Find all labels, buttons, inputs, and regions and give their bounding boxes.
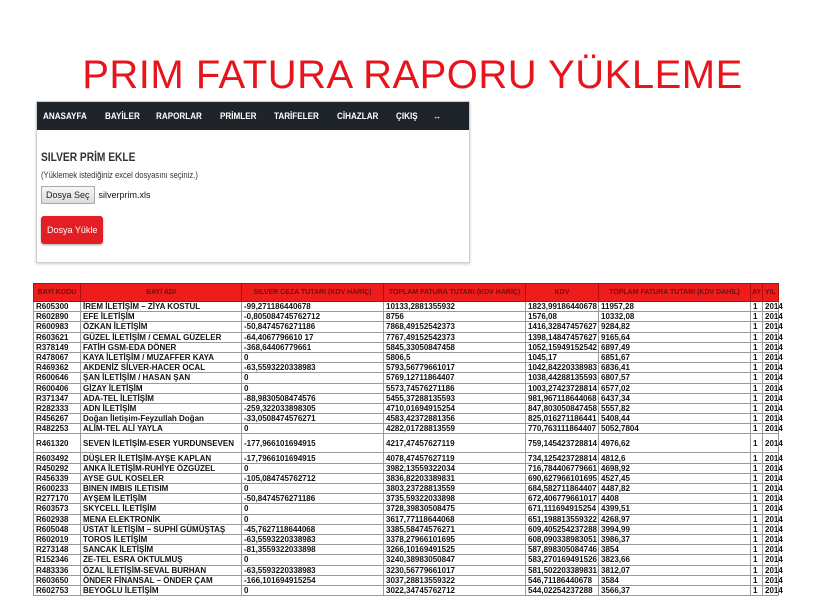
table-cell: 825,016271186441 [526,414,599,424]
table-cell: 2014 [763,463,779,473]
table-header-row [34,284,779,302]
table-cell: R602938 [34,514,81,524]
table-cell: 3812,07 [599,565,751,575]
table-cell: 3037,28813559322 [384,575,526,585]
table-cell: 759,145423728814 [526,434,599,453]
table-cell: R273148 [34,545,81,555]
table-cell: 4698,92 [599,463,751,473]
table-cell: 0 [242,555,384,565]
table-cell: 1 [751,403,763,413]
table-cell: -63,5593220338983 [242,565,384,575]
table-cell: R602753 [34,585,81,595]
table-cell: 2014 [763,352,779,362]
table-cell: -50,8474576271186 [242,494,384,504]
table-cell: 2014 [763,403,779,413]
table-cell: -0,805084745762712 [242,312,384,322]
table-cell: 1 [751,302,763,312]
table-cell: 1 [751,545,763,555]
nav-bayiler[interactable]: BAYİLER [104,111,140,121]
table-cell: 1 [751,494,763,504]
table-cell: -177,966101694915 [242,434,384,453]
form-hint: (Yüklemek istediğiniz excel dosyasını seçiniz.) [41,170,198,180]
table-cell: -45,7627118644068 [242,524,384,534]
table-cell: 1052,15949152542 [526,342,599,352]
table-cell: 3022,34745762712 [384,585,526,595]
table-cell: ÜSTAT İLETİŞİM – SUPHİ GÜMÜŞTAŞ [81,524,242,534]
table-cell: BEYOĞLU İLETİŞİM [81,585,242,595]
table-cell: 2014 [763,393,779,403]
table-cell: 1 [751,484,763,494]
table-row [34,434,779,453]
column-header: KDV [526,284,599,302]
table-cell: R482253 [34,424,81,434]
table-cell: 684,582711864407 [526,484,599,494]
table-cell: 3378,27966101695 [384,534,526,544]
table-cell: 2014 [763,383,779,393]
table-cell: -259,322033898305 [242,403,384,413]
table-cell: 2014 [763,473,779,483]
table-cell: 7767,49152542373 [384,332,526,342]
column-header: BAYİ ADI [81,284,242,302]
table-cell: R605048 [34,524,81,534]
table-cell: 672,406779661017 [526,494,599,504]
table-cell: 1 [751,332,763,342]
table-cell: ÖNDER FİNANSAL – ÖNDER ÇAM [81,575,242,585]
table-cell: SANCAK İLETİŞİM [81,545,242,555]
table-cell: ÖZKAN İLETİŞİM [81,322,242,332]
table-cell: 2014 [763,484,779,494]
table-cell: R602019 [34,534,81,544]
table-cell: İREM İLETİŞİM – ZİYA KOSTUL [81,302,242,312]
table-cell: 2014 [763,434,779,453]
nav-tarifeler[interactable]: TARİFELER [273,111,319,121]
table-cell: 1 [751,555,763,565]
table-cell: 5845,33050847458 [384,342,526,352]
table-cell: 0 [242,514,384,524]
column-header: TOPLAM FATURA TUTARI (KDV HARİÇ) [384,284,526,302]
table-cell: 1 [751,414,763,424]
table-cell: 1 [751,352,763,362]
table-cell: 4710,01694915254 [384,403,526,413]
table-row [34,332,779,342]
table-cell: -368,64406779661 [242,342,384,352]
table-cell: EFE İLETİŞİM [81,312,242,322]
table-cell: 1003,27423728814 [526,383,599,393]
table-cell: 671,111694915254 [526,504,599,514]
table-cell: 2014 [763,373,779,383]
table-cell: R282333 [34,403,81,413]
table-cell: 1 [751,383,763,393]
table-cell: 4812,6 [599,453,751,463]
table-cell: R605300 [34,302,81,312]
table-cell: R277170 [34,494,81,504]
table-cell: MENA ELEKTRONİK [81,514,242,524]
table-cell: BINEN IMBIS ILETISIM [81,484,242,494]
table-cell: KAYA İLETİŞİM / MUZAFFER KAYA [81,352,242,362]
table-cell: 3986,37 [599,534,751,544]
table-cell: 981,967118644068 [526,393,599,403]
table-cell: -81,3559322033898 [242,545,384,555]
table-cell: 9165,64 [599,332,751,342]
table-cell: 10133,2881355932 [384,302,526,312]
table-cell: 2014 [763,322,779,332]
column-header: YIL [763,284,779,302]
table-cell: 3982,13559322034 [384,463,526,473]
table-cell: 0 [242,383,384,393]
table-cell: 3994,99 [599,524,751,534]
table-cell: R600646 [34,373,81,383]
table-cell: 1 [751,463,763,473]
table-cell: 1 [751,373,763,383]
table-row [34,342,779,352]
table-cell: 3617,77118644068 [384,514,526,524]
table-cell: 4268,97 [599,514,751,524]
table-cell: R152346 [34,555,81,565]
nav-cikis[interactable]: ÇIKIŞ [395,111,418,121]
table-row [34,322,779,332]
table-cell: -63,5593220338983 [242,363,384,373]
table-cell: 1 [751,514,763,524]
table-cell: 2014 [763,565,779,575]
table-cell: 2014 [763,302,779,312]
table-cell: 6807,57 [599,373,751,383]
table-row [34,453,779,463]
table-cell: 1 [751,453,763,463]
table-cell: 2014 [763,424,779,434]
table-cell: 2014 [763,332,779,342]
table-row [34,504,779,514]
table-row [34,514,779,524]
column-header: SILVER CEZA TUTARI (KDV HARİÇ) [242,284,384,302]
table-cell: 583,270169491526 [526,555,599,565]
table-cell: 0 [242,504,384,514]
table-cell: 0 [242,484,384,494]
selected-file-name: silverprim.xls [98,190,151,200]
table-cell: DÜŞLER İLETİŞİM-AYŞE KAPLAN [81,453,242,463]
table-cell: 1 [751,424,763,434]
table-cell: R469362 [34,363,81,373]
table-cell: 651,198813559322 [526,514,599,524]
table-cell: 1 [751,504,763,514]
table-cell: 1576,08 [526,312,599,322]
table-cell: R603573 [34,504,81,514]
table-cell: -63,5593220338983 [242,534,384,544]
table-row [34,473,779,483]
table-cell: 1 [751,312,763,322]
table-cell: -99,271186440678 [242,302,384,312]
table-cell: TOROS İLETİŞİM [81,534,242,544]
table-cell: 8756 [384,312,526,322]
table-cell: 0 [242,424,384,434]
table-cell: 5793,56779661017 [384,363,526,373]
table-cell: 4399,51 [599,504,751,514]
table-cell: R483336 [34,565,81,575]
table-cell: 2014 [763,363,779,373]
table-cell: 2014 [763,342,779,352]
nav-anasayfa[interactable]: ANASAYFA [43,111,87,121]
table-cell: R602890 [34,312,81,322]
table-cell: 544,02254237288 [526,585,599,595]
table-cell: R450292 [34,463,81,473]
table-cell: 11957,28 [599,302,751,312]
table-cell: 0 [242,352,384,362]
table-cell: 5573,74576271186 [384,383,526,393]
table-cell: 3735,59322033898 [384,494,526,504]
table-cell: R600233 [34,484,81,494]
table-cell: 1823,99186440678 [526,302,599,312]
table-cell: 2014 [763,494,779,504]
table-cell: R478067 [34,352,81,362]
table-cell: 4583,42372881356 [384,414,526,424]
table-cell: 734,125423728814 [526,453,599,463]
table-cell: Doğan İletişim-Feyzullah Doğan [81,414,242,424]
table-cell: 2014 [763,504,779,514]
nav-toggle-icon[interactable]: ↔ [432,111,441,121]
table-cell: 1 [751,565,763,575]
table-cell: 716,784406779661 [526,463,599,473]
table-row [34,393,779,403]
table-cell: 4527,45 [599,473,751,483]
table-cell: R603492 [34,453,81,463]
table-cell: 4217,47457627119 [384,434,526,453]
table-cell: 3854 [599,545,751,555]
table-cell: R456339 [34,473,81,483]
upload-file-button[interactable]: Dosya Yükle [41,216,103,244]
top-navbar [37,102,469,130]
table-cell: ADN İLETİŞİM [81,403,242,413]
column-header: TOPLAM FATURA TUTARI (KDV DAHİL) [599,284,751,302]
table-cell: 5769,12711864407 [384,373,526,383]
table-cell: 4282,01728813559 [384,424,526,434]
table-cell: 3385,58474576271 [384,524,526,534]
table-cell: R461320 [34,434,81,453]
table-cell: 3266,10169491525 [384,545,526,555]
table-cell: 4408 [599,494,751,504]
table-cell: 3823,66 [599,555,751,565]
table-cell: 6836,41 [599,363,751,373]
table-row [34,585,779,595]
table-cell: 5455,37288135593 [384,393,526,403]
file-picker [41,186,469,204]
table-cell: 587,898305084746 [526,545,599,555]
table-cell: 546,71186440678 [526,575,599,585]
table-cell: 0 [242,373,384,383]
table-cell: 3803,23728813559 [384,484,526,494]
column-header: BAYİ KODU [34,284,81,302]
table-row [34,414,779,424]
table-cell: 6897,49 [599,342,751,352]
table-cell: 1 [751,342,763,352]
table-cell: -166,101694915254 [242,575,384,585]
table-cell: 1 [751,575,763,585]
table-cell: 4976,62 [599,434,751,453]
table-cell: 608,090338983051 [526,534,599,544]
table-row [34,373,779,383]
table-cell: 581,502203389831 [526,565,599,575]
table-cell: SEVEN İLETİŞİM-ESER YURDUNSEVEN [81,434,242,453]
table-cell: 2014 [763,414,779,424]
table-cell: ANKA İLETİŞİM-RUHİYE ÖZGÜZEL [81,463,242,473]
table-cell: GİZAY İLETİŞİM [81,383,242,393]
table-cell: 1398,14847457627 [526,332,599,342]
table-cell: ÖZAL İLETİŞİM-SEVAL BURHAN [81,565,242,575]
table-cell: 2014 [763,545,779,555]
table-cell: 3836,82203389831 [384,473,526,483]
column-header: AY [751,284,763,302]
table-cell: 3728,39830508475 [384,504,526,514]
table-cell: AYŞEM İLETİŞİM [81,494,242,504]
table-cell: R456267 [34,414,81,424]
table-cell: FATİH GSM-EDA DÖNER [81,342,242,352]
table-cell: 5408,44 [599,414,751,424]
table-row [34,363,779,373]
table-cell: 0 [242,463,384,473]
table-cell: 1042,84220338983 [526,363,599,373]
table-cell: 5052,7804 [599,424,751,434]
table-cell: 5806,5 [384,352,526,362]
table-cell: 2014 [763,524,779,534]
table-cell: 6437,34 [599,393,751,403]
table-cell: 2014 [763,312,779,322]
table-row [34,312,779,322]
table-cell: 6851,67 [599,352,751,362]
table-cell: 10332,08 [599,312,751,322]
table-cell: SKYCELL İLETİŞİM [81,504,242,514]
table-cell: R600983 [34,322,81,332]
table-cell: -64,4067796610 17 [242,332,384,342]
nav-cihazlar[interactable]: CİHAZLAR [336,111,379,121]
table-row [34,484,779,494]
table-cell: 9284,82 [599,322,751,332]
table-body [34,302,783,596]
choose-file-button[interactable]: Dosya Seç [41,186,95,204]
table-cell: ZE-TEL ESRA OKTULMUŞ [81,555,242,565]
table-cell: R371347 [34,393,81,403]
table-cell: R600406 [34,383,81,393]
table-row [34,524,779,534]
nav-raporlar[interactable]: RAPORLAR [156,111,203,121]
page-title: PRIM FATURA RAPORU YÜKLEME [82,53,743,97]
table-cell: -33,0508474576271 [242,414,384,424]
report-table-container [33,283,783,614]
table-cell: ADA-TEL İLETİŞİM [81,393,242,403]
table-cell: 690,627966101695 [526,473,599,483]
table-cell: 3566,37 [599,585,751,595]
table-row [34,545,779,555]
table-row [34,534,779,544]
table-row [34,565,779,575]
table-cell: ŞAN İLETİŞİM / HASAN ŞAN [81,373,242,383]
table-row [34,494,779,504]
table-row [34,403,779,413]
table-cell: 6577,02 [599,383,751,393]
table-cell: -88,9830508474576 [242,393,384,403]
table-cell: 4078,47457627119 [384,453,526,463]
table-row [34,424,779,434]
table-cell: R603650 [34,575,81,585]
table-row [34,575,779,585]
table-cell: 2014 [763,453,779,463]
table-cell: R603621 [34,332,81,342]
table-cell: 1 [751,524,763,534]
table-row [34,302,779,312]
report-table [33,283,783,596]
table-cell: 1 [751,322,763,332]
table-cell: -50,8474576271186 [242,322,384,332]
table-cell: 7868,49152542373 [384,322,526,332]
table-cell: 1 [751,585,763,595]
table-row [34,555,779,565]
table-cell: 1 [751,363,763,373]
table-cell: 770,763111864407 [526,424,599,434]
table-cell: 1 [751,434,763,453]
nav-primler[interactable]: PRİMLER [220,111,257,121]
table-cell: 2014 [763,534,779,544]
table-cell: 5557,82 [599,403,751,413]
table-cell: 4487,82 [599,484,751,494]
table-cell: 1045,17 [526,352,599,362]
table-cell: 2014 [763,585,779,595]
table-cell: ALİM-TEL ALİ YAYLA [81,424,242,434]
table-cell: 0 [242,585,384,595]
table-cell: AYSE GUL KOSELER [81,473,242,483]
table-cell: 1 [751,393,763,403]
table-cell: 2014 [763,575,779,585]
table-cell: GÜZEL İLETİŞİM / CEMAL GÜZELER [81,332,242,342]
table-row [34,352,779,362]
table-cell: 1 [751,534,763,544]
table-cell: -105,084745762712 [242,473,384,483]
table-cell: R378149 [34,342,81,352]
upload-panel [36,101,470,263]
table-cell: 847,803050847458 [526,403,599,413]
form-heading: SILVER PRİM EKLE [41,150,136,164]
table-cell: 1038,44288135593 [526,373,599,383]
table-cell: -17,7966101694915 [242,453,384,463]
table-row [34,463,779,473]
table-cell: 2014 [763,555,779,565]
table-cell: 3230,56779661017 [384,565,526,575]
table-cell: 3584 [599,575,751,585]
table-cell: 1 [751,473,763,483]
table-row [34,383,779,393]
table-cell: 609,405254237288 [526,524,599,534]
table-cell: 2014 [763,514,779,524]
table-cell: AKDENİZ SİLVER-HACER OCAL [81,363,242,373]
table-cell: 3240,38983050847 [384,555,526,565]
table-cell: 1416,32847457627 [526,322,599,332]
